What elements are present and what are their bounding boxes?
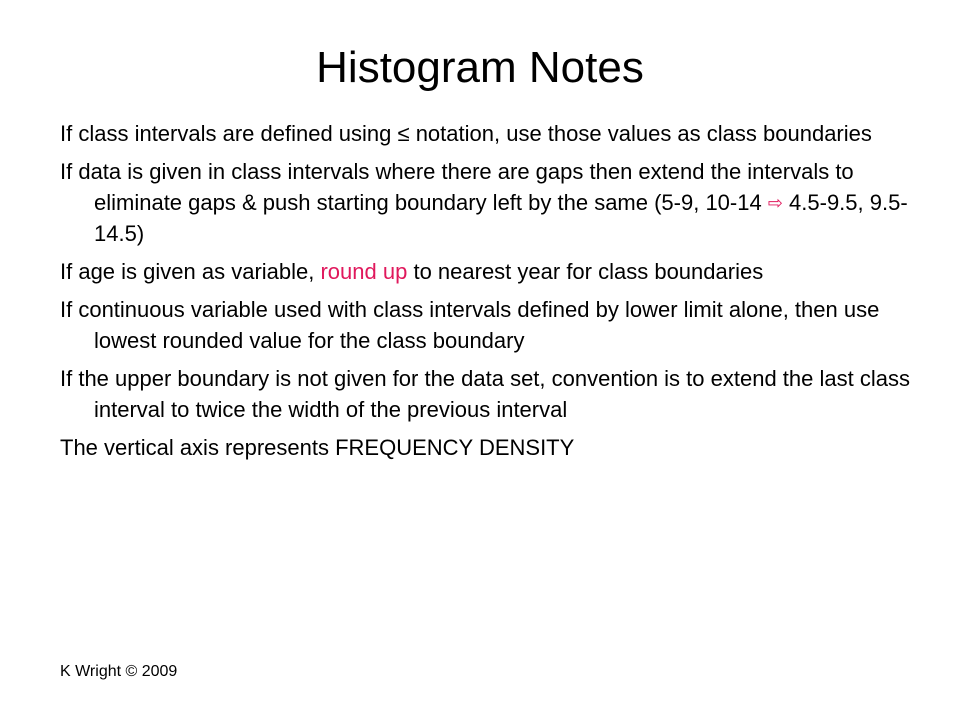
- bullet-text: The vertical axis represents FREQUENCY DENSITY: [60, 435, 575, 460]
- bullet-text: If continuous variable used with class intervals defined by lower limit alone, then use lowest rounded value for the class boundary: [60, 297, 880, 353]
- bullet-age-variable: [60, 256, 920, 287]
- slide-title: Histogram Notes: [316, 43, 644, 92]
- bullet-vertical-axis: [60, 432, 920, 463]
- bullet-text: If the upper boundary is not given for the data set, convention is to extend the last class interval to twice the width of the previous interval: [60, 366, 910, 422]
- bullet-text: If data is given in class intervals where there are gaps then extend the intervals to eliminate gaps & push starting boundary left by the same (5-9, 10-14: [60, 159, 854, 215]
- highlighted-text: round up: [320, 259, 408, 284]
- bullet-continuous-variable: [60, 294, 920, 356]
- bullet-list: [60, 118, 920, 470]
- bullet-class-intervals-notation: [60, 118, 920, 149]
- bullet-upper-boundary: [60, 363, 920, 425]
- bullet-text-continued: to nearest year for class boundaries: [407, 259, 764, 284]
- bullet-text: If age is given as variable,: [60, 259, 321, 284]
- bullet-gaps-in-intervals: [60, 156, 920, 249]
- bullet-text-continued: 4.5-9.5, 9.5-14.5): [94, 190, 908, 246]
- bullet-text: If class intervals are defined using ≤ notation, use those values as class boundaries: [60, 121, 872, 146]
- right-arrow-icon: ⇨: [767, 193, 783, 213]
- footer-copyright: K Wright © 2009: [60, 663, 178, 680]
